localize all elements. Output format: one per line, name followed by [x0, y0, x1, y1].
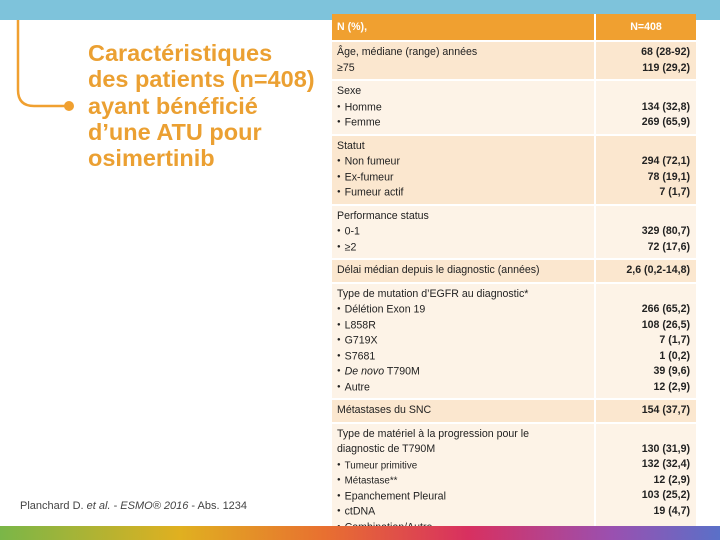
row-label: Sexe [337, 85, 362, 97]
row-value: 294 (72,1) [641, 155, 690, 167]
row-value: 154 (37,7) [641, 404, 690, 416]
title-line: d’une ATU pour [88, 118, 262, 145]
bottom-gradient-bar [0, 526, 720, 540]
row-value: 108 (26,5) [641, 318, 690, 331]
row-sublabel-suffix: T790M [386, 365, 420, 378]
row-value: 72 (17,6) [647, 240, 690, 253]
table-row [332, 136, 696, 206]
row-label: Type de mutation d’EGFR au diagnostic* [337, 287, 529, 300]
row-sublabel: ● Femme [337, 115, 589, 131]
row-label: Délai médian depuis le diagnostic (années) [337, 264, 540, 276]
row-label: diagnostic de T790M [337, 443, 436, 455]
citation [20, 500, 247, 512]
citation-author: Planchard D. [20, 500, 87, 512]
row-sublabel: ● S7681 [337, 349, 589, 365]
row-sublabel: ● L858R [337, 318, 589, 334]
table-row [332, 284, 696, 401]
row-sublabel: ● Ex-fumeur [337, 170, 589, 186]
citation-etal: et al. [86, 500, 111, 512]
row-sublabel: ● ctDNA [337, 504, 589, 520]
row-value: 130 (31,9) [641, 442, 690, 455]
row-label: Métastases du SNC [337, 404, 432, 416]
row-value: 134 (32,8) [641, 100, 690, 113]
citation-abstract: - Abs. 1234 [188, 500, 248, 512]
row-value: 12 (2,9) [653, 473, 690, 486]
title-line: osimertinib [88, 145, 215, 172]
row-sublabel: ● Délétion Exon 19 [337, 302, 589, 318]
citation-sep: - [110, 500, 121, 512]
row-value: 78 (19,1) [647, 170, 690, 183]
row-label: Âge, médiane (range) années [337, 46, 478, 58]
row-value: 1 (0,2) [659, 349, 690, 362]
header-value: N=408 [630, 21, 662, 33]
row-value: 266 (65,2) [641, 303, 690, 315]
header-label: N (%), [332, 14, 596, 40]
row-sublabel [337, 364, 589, 380]
row-value: 132 (32,4) [641, 458, 690, 470]
row-value: 2,6 (0,2-14,8) [626, 264, 690, 276]
row-value: 39 (9,6) [653, 365, 690, 377]
row-sublabel: ● Homme [337, 100, 589, 116]
row-label: Performance status [337, 209, 429, 222]
row-sublabel: ● 0-1 [337, 224, 589, 240]
table-row [332, 260, 696, 284]
decorative-dot [64, 101, 74, 111]
row-value: 329 (80,7) [641, 225, 690, 237]
table-row [332, 206, 696, 261]
row-value: 269 (65,9) [641, 116, 690, 128]
row-sublabel: ≥75 [337, 61, 355, 74]
table-row [332, 400, 696, 424]
row-value: 119 (29,2) [642, 61, 690, 74]
row-sublabel: ● Epanchement Pleural [337, 489, 589, 505]
row-sublabel: ● Fumeur actif [337, 185, 589, 201]
table-row [332, 424, 696, 540]
row-sublabel: ● ≥2 [337, 240, 589, 256]
row-sublabel: ● G719X [337, 333, 589, 349]
patient-characteristics-table [332, 14, 696, 540]
table-row [332, 42, 696, 81]
row-value: 103 (25,2) [641, 489, 690, 501]
row-sublabel-italic: De novo [344, 365, 385, 378]
table-header [332, 14, 696, 42]
row-sublabel: ● Non fumeur [337, 154, 589, 170]
row-value: 7 (1,7) [659, 334, 690, 346]
row-value: 7 (1,7) [659, 186, 690, 198]
row-sublabel: ● Tumeur primitive [337, 458, 589, 474]
title-line: des patients (n=408) [88, 66, 315, 93]
row-sublabel: ● Autre [337, 380, 589, 396]
citation-journal: ESMO® 2016 [120, 500, 189, 512]
row-sublabel: ● Métastase** [337, 473, 589, 489]
title-line: ayant bénéficié [88, 92, 258, 119]
slide-title [88, 40, 338, 172]
row-label: Type de matériel à la progression pour le [337, 427, 529, 440]
row-label: Statut [337, 139, 365, 152]
row-value: 19 (4,7) [653, 504, 690, 517]
row-value: 12 (2,9) [653, 380, 690, 393]
title-line: Caractéristiques [88, 40, 273, 66]
row-value: 68 (28-92) [641, 46, 690, 58]
table-row [332, 81, 696, 136]
